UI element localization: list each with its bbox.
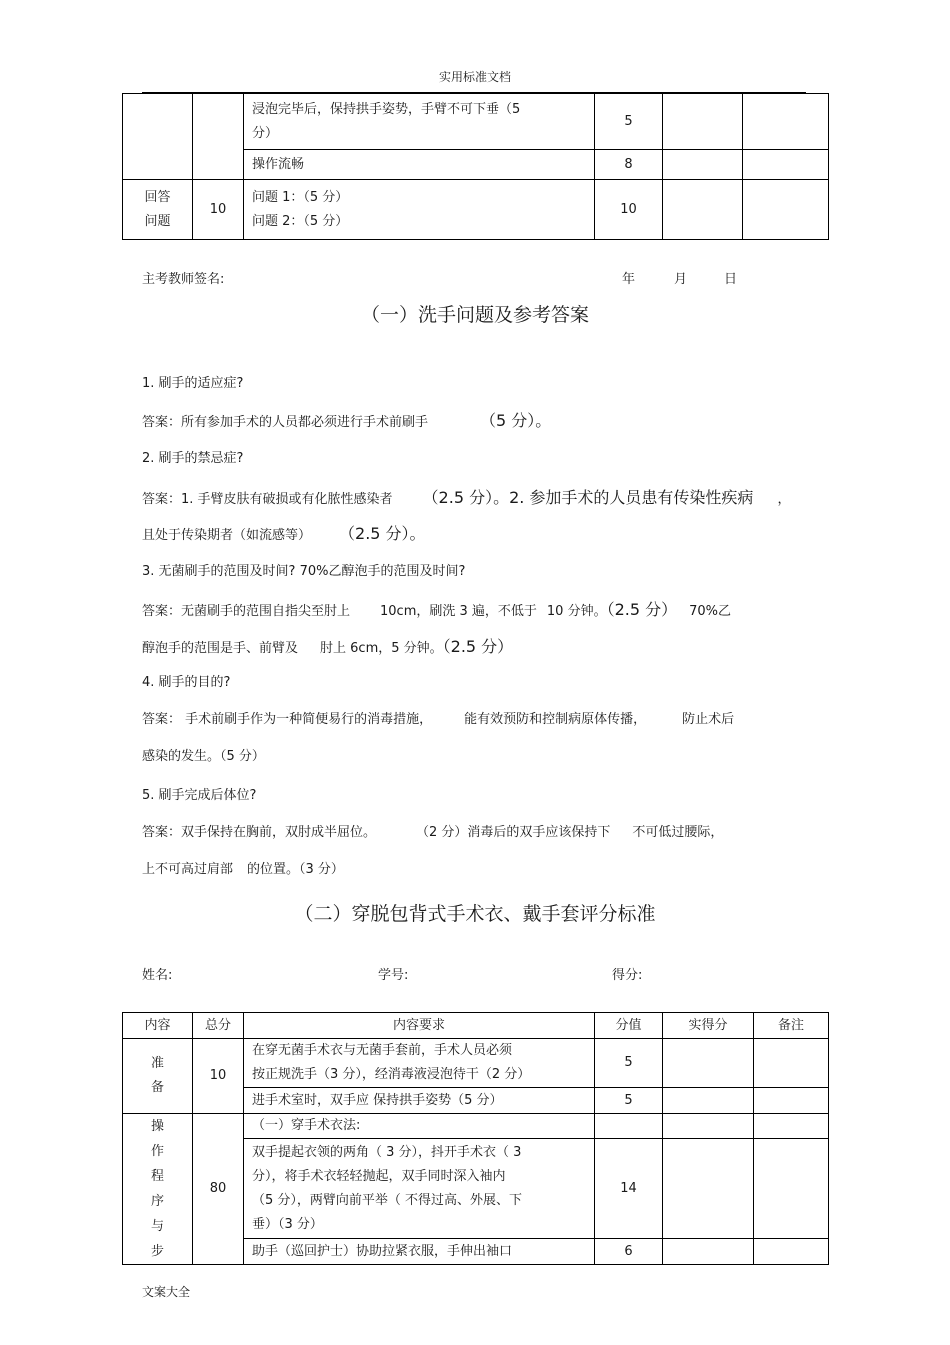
answer [142,485,812,508]
answer-text: 答案：1. 手臂皮肤有破损或有化脓性感染者 [142,492,393,507]
content-line: 问题 [144,213,171,229]
section-title: （一）洗手问题及参考答案 [360,304,589,326]
total-cell [193,94,244,180]
question: 3. 无菌刷手的范围及时间? 70%乙醇泡手的范围及时间? [142,564,466,579]
name-label: 姓名: [142,968,173,983]
content-char: 步 [150,1244,164,1259]
column-header: 分值 [595,1013,663,1039]
answer-text: （2.5 分）。2. 参加手术的人员患有传染性疾病 [422,488,754,507]
column-header: 内容要求 [244,1013,595,1039]
answer-text: 能有效预防和控制病原体传播， [464,712,647,727]
answer [142,858,812,877]
value-cell: 5 [595,1088,663,1114]
answer-score: （2.5 分） [442,637,514,656]
remark-cell[interactable] [754,1039,829,1088]
question: 5. 刷手完成后体位? [142,788,257,803]
answer-text: 肘上 6cm，5 分钟。 [320,641,443,656]
value-cell: 6 [595,1239,663,1265]
actual-score-cell[interactable] [663,150,743,180]
remark-cell[interactable] [743,150,829,180]
requirement-cell [244,180,595,240]
requirement-line: 问题 1：（5 分） [252,189,349,205]
column-header: 备注 [754,1013,829,1039]
total-cell: 10 [193,1039,244,1114]
section-title: （二）穿脱包背式手术衣、戴手套评分标准 [294,903,656,925]
content-char: 备 [150,1080,164,1095]
answer-text: 防止术后 [682,712,735,727]
answer-text: ， [777,492,791,507]
requirement-cell [244,1039,595,1088]
requirement-line: 分），将手术衣轻轻抛起，双手同时深入袖内 [252,1168,506,1184]
actual-score-cell[interactable] [663,180,743,240]
value-cell: 5 [595,1039,663,1088]
remark-cell[interactable] [754,1088,829,1114]
content-cell [123,94,193,180]
content-line: 回答 [144,189,171,205]
column-header: 内容 [123,1013,193,1039]
requirement-cell: 进手术室时，双手应 保持拱手姿势（5 分） [244,1088,595,1114]
requirement-cell: 助手（巡回护士）协助拉紧衣服，手伸出袖口 [244,1239,595,1265]
answer [142,521,812,544]
requirement-line: 在穿无菌手术衣与无菌手套前，手术人员必须 [252,1043,513,1058]
total-cell: 10 [193,180,244,240]
actual-score-cell[interactable] [663,1239,754,1265]
remark-cell[interactable] [743,94,829,150]
answer-score: （2.5 分）。 [339,524,426,543]
requirement-line: 分） [252,125,279,141]
value-cell: 8 [595,150,663,180]
answer [142,821,812,840]
answer-text: 上不可高过肩部 [142,862,234,877]
actual-score-cell[interactable] [663,1088,754,1114]
answer-score: （5 分）。 [480,411,552,430]
content-cell [123,180,193,240]
content-char: 程 [150,1169,164,1184]
answer [142,597,812,620]
answer-text: 醇泡手的范围是手、前臂及 [142,641,299,656]
answer-text: 答案：无菌刷手的范围自指尖至肘上 [142,604,351,619]
question: 4. 刷手的目的? [142,675,231,690]
remark-cell[interactable] [754,1239,829,1265]
requirement-line: 双手提起衣领的两角（ 3 分），抖开手术衣（ 3 [252,1144,522,1160]
content-char: 操 [150,1119,164,1134]
answer: 感染的发生。（5 分） [142,749,265,764]
day-label: 日 [724,272,738,287]
requirement-cell: （一）穿手术衣法: [244,1114,595,1139]
requirement-line: （5 分），两臂向前平举（ 不得过高、外展、下 [252,1192,523,1208]
actual-score-cell[interactable] [663,94,743,150]
answer-text: （2 分）消毒后的双手应该保持下 [416,825,611,840]
answer-text: 10 分钟。 [546,604,607,619]
requirement-cell [244,1139,595,1239]
gown-gloves-scoring-table [122,1012,829,1265]
answer-text: 答案： 手术前刷手作为一种简便易行的消毒措施， [142,712,433,727]
page-footer: 文案大全 [142,1285,191,1299]
value-cell [595,1114,663,1139]
content-char: 与 [150,1219,164,1234]
answer-text: 不可低过腰际， [632,825,724,840]
answer-text: 答案：双手保持在胸前，双肘成半屈位。 [142,825,377,840]
answer-text: 且处于传染期者（如流感等） [142,528,312,543]
score-label: 得分: [612,968,643,983]
requirement-line: 浸泡完毕后，保持拱手姿势，手臂不可下垂（5 [252,101,521,117]
answer-text: 的位置。（3 分） [247,862,344,877]
content-char: 序 [150,1194,164,1209]
requirement-line: 按正规洗手（3 分），经消毒液浸泡待干（2 分） [252,1067,531,1082]
value-cell: 10 [595,180,663,240]
content-cell [123,1039,193,1114]
year-label: 年 [622,272,636,287]
remark-cell[interactable] [743,180,829,240]
answer-text: 答案：所有参加手术的人员都必须进行手术前刷手 [142,415,429,430]
content-char: 准 [150,1056,164,1071]
answer-text: 70%乙 [689,604,732,619]
answer [142,708,812,727]
question: 1. 刷手的适应症? [142,376,244,391]
examiner-signature-label: 主考教师签名: [142,272,225,287]
column-header: 实得分 [663,1013,754,1039]
content-char: 作 [150,1144,164,1159]
actual-score-cell[interactable] [663,1039,754,1088]
month-label: 月 [674,272,688,287]
answer [142,408,812,431]
page-header: 实用标准文档 [438,70,511,84]
scoring-table-continued [122,93,829,240]
requirement-cell: 操作流畅 [244,150,595,180]
value-cell: 14 [595,1139,663,1239]
question: 2. 刷手的禁忌症? [142,451,244,466]
column-header: 总分 [193,1013,244,1039]
requirement-line: 问题 2：（5 分） [252,213,349,229]
actual-score-cell[interactable] [663,1139,754,1239]
answer-score: （2.5 分） [606,600,678,619]
answer-text: 10cm，刷洗 3 遍，不低于 [380,604,537,619]
total-cell: 80 [193,1114,244,1265]
requirement-cell [244,94,595,150]
value-cell: 5 [595,94,663,150]
remark-cell[interactable] [754,1139,829,1239]
requirement-line: 垂）（3 分） [252,1216,323,1232]
answer [142,634,812,657]
remark-cell[interactable] [754,1114,829,1139]
content-cell [123,1114,193,1265]
student-id-label: 学号: [378,968,409,983]
actual-score-cell[interactable] [663,1114,754,1139]
